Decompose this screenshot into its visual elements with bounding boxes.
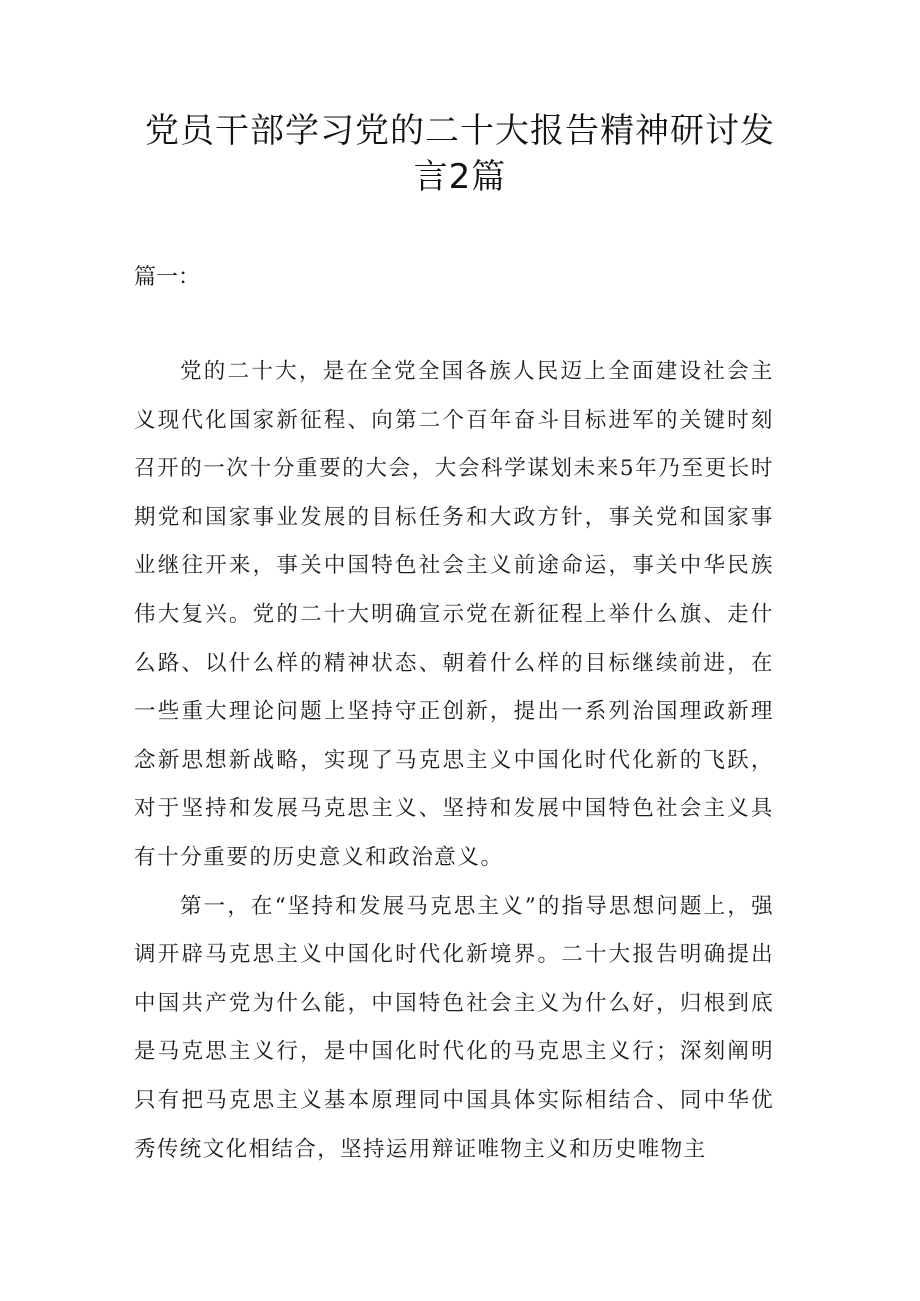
document-title-line-1: 党员干部学习党的二十大报告精神研讨发 bbox=[145, 111, 775, 151]
section-label: 篇一： bbox=[134, 265, 201, 290]
document-title bbox=[110, 108, 810, 200]
paragraph-2: 第一，在“坚持和发展马克思主义”的指导思想问题上，强调开辟马克思主义中国化时代化新境界。二十大报告明确提出中国共产党为什么能，中国特色社会主义为什么好，归根到底是马克思主义行，是中国化时代化的马克思主义行；深刻阐明只有把马克思主义基本原理同中国具体实际相结合、同中华优秀传统文化相结合，坚持运用辩证唯物主义和历史唯物主 bbox=[134, 893, 774, 1162]
paragraph-1: 党的二十大，是在全党全国各族人民迈上全面建设社会主义现代化国家新征程、向第二个百年奋斗目标进军的关键时刻召开的一次十分重要的大会，大会科学谋划未来5年乃至更长时期党和国家事业发展的目标任务和大政方针，事关党和国家事业继往开来，事关中国特色社会主义前途命运，事关中华民族伟大复兴。党的二十大明确宣示党在新征程上举什么旗、走什么路、以什么样的精神状态、朝着什么样的目标继续前进，在一些重大理论问题上坚持守正创新，提出一系列治国理政新理念新思想新战略，实现了马克思主义中国化时代化新的飞跃，对于坚持和发展马克思主义、坚持和发展中国特色社会主义具有十分重要的历史意义和政治意义。 bbox=[134, 359, 774, 870]
document-title-line-2: 言2篇 bbox=[413, 157, 507, 197]
document-body bbox=[134, 348, 774, 1174]
